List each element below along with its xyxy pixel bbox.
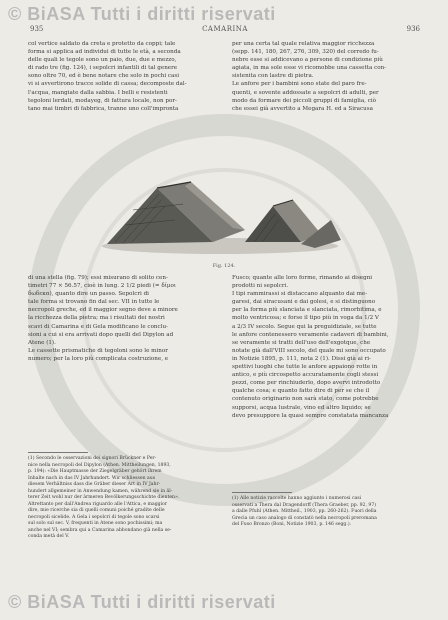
text-line: se veramente si tratti dell'uso dell'exgotque, che <box>232 339 371 346</box>
text-line: tano mai timbri di fabbrica, tranne uno coll'impronta <box>28 105 179 112</box>
text-line: sioni a cui si era arrivati dopo quelli del Dipylon ad <box>28 331 174 338</box>
footnote-line: anche nel VI; sembra qui a Camarina abbondano già nella se- <box>28 527 172 533</box>
text-line: le anfore contenessero veramente cadaveri di bambini, <box>232 331 389 338</box>
text-line: numero; per la loro più complicata costruzione, e <box>28 355 169 362</box>
footnote-line: Altrettanto per dall'Andrea riguardo alle l'Attica, e maggior <box>28 501 168 507</box>
text-line: Atene (1). <box>28 339 56 346</box>
right-footnote <box>232 496 419 529</box>
text-line: pezzi, come per rinchiuderlo, dopo avervi introdotto <box>232 380 381 387</box>
figure-caption: Fig. 124. <box>212 263 236 269</box>
footnote-line: nice nella necropoli del Dipylon (Athen. Mittheilungen, 1893, <box>28 462 171 468</box>
footnote-line: osservati a Thera dal Dragendorff (Thera Graeber, pp. 92, 97) <box>232 502 377 508</box>
text-line: che essei già avvertito a Megara H. ed a Siracusa <box>232 105 373 112</box>
text-line: per la forma più slanciata e slanciata, rimorbitima, e <box>232 307 382 314</box>
text-line: qualche cosa; e quanto fatto dire di per se che il <box>232 388 370 395</box>
running-title: CAMARINA <box>202 25 248 33</box>
text-line: tale forma si trovano fin dal sec. VII in tutte le <box>28 299 160 306</box>
text-line: delle quali le tegole sono un paio, due, due e mezzo, <box>28 57 177 64</box>
text-line: contenuto originario non sarà stato, come potrebbe <box>232 396 379 403</box>
text-line: modo da formare dei piccoli gruppi di famiglia, ciò <box>232 97 376 104</box>
text-line: necropoli greche, ed il maggior segno deve a minore <box>28 307 178 314</box>
text-line: in Notizie 1895, p. 111, nota 2 (1). Dissi già ai ri- <box>232 355 371 362</box>
footnote-line: conda metà del V. <box>28 534 70 539</box>
text-line: agiata, in ma sole esse vi ricomobbe una cassetta con- <box>232 65 387 72</box>
left-column-top <box>28 40 213 113</box>
tile-tomb-illustration <box>95 180 345 260</box>
text-line: spettivi luoghi che tutte le anfore appaiono rotte in <box>232 364 378 371</box>
footnote-line: necropoli sicelide. A Gela i sepolcri di tegole sono scarsi <box>28 514 160 520</box>
text-line: quenti, e sovente addossate a sepolcri di adulti, per <box>232 89 379 96</box>
text-line: δωδεκα), quanto dire un passo. Sepolcri di <box>28 291 149 298</box>
text-line: prodotti ni sepolcri. <box>232 283 289 290</box>
text-line: Le cassette prismatiche di tegoloni sono le minor <box>28 347 168 354</box>
footnote-line: (1) Secondo le osservazioni dei signori Brückner e Per- <box>28 456 157 461</box>
footnote-divider <box>28 452 88 453</box>
text-line: scavi di Camarina e di Gela modificano le conclu- <box>28 323 168 330</box>
text-line: sistenita con lastre di pietra. <box>232 73 314 80</box>
footnote-line: (1) Alle notizie raccolte hanno aggiunto i numerosi casi <box>232 496 362 501</box>
footnote-line: del Fuso Bronzo (Boni, Notizie 1903, p. 146 segg.). <box>232 522 352 527</box>
right-column-bottom <box>232 274 419 420</box>
text-line: la ricchezza della pietra; ma i risultati dei nostri <box>28 315 165 322</box>
text-line: vi si avvertirono tracce solide di cassa; decomposte dal- <box>28 81 187 88</box>
copyright-watermark-top: © BiASA Tutti i diritti riservati <box>8 4 276 24</box>
footnote-line: dire, mie ricerche sia di quelli comuni poiché gradite delle <box>28 508 165 513</box>
text-line: a 2/3 IV secolo. Segue qui la preguidiziale, se tutte <box>232 323 377 330</box>
footnote-line: Inhalte nach in das IV Jahrhundert. Wir schliessen aus <box>28 475 156 481</box>
right-column-top <box>232 40 419 113</box>
text-line: forma si applica ad individui di tutte le età, a seconda <box>28 49 181 56</box>
left-column-bottom <box>28 274 213 363</box>
text-line: di una stella (fig. 79); essi misurano di solito cen- <box>28 275 168 281</box>
text-line: nebre esse si addicevano a persone di condizione più <box>232 57 383 64</box>
running-header <box>30 25 420 37</box>
text-line: Fusco; quante alle loro forme, rimando ai disegni <box>232 275 373 281</box>
footnote-line: Grecia un caso analogo di constatò nella necropoli preromana <box>232 515 377 521</box>
footnote-line: diesem Verhältniss dass die Gräber dieser Art in IV Jahr- <box>28 482 161 487</box>
text-line: I tipi rammirassi si distaccano alquanto dai me- <box>232 291 368 298</box>
footnote-line: a dalle Pfuhl (Athen. Mittheil., 1903, pp. 260-262). Fuori della <box>232 509 377 514</box>
page-number-right: 936 <box>406 25 420 33</box>
text-line: devo presuppore la quasi sempre constatata mancanza <box>232 412 389 419</box>
footnote-line: sul solo sul sec. V, frequenti in Atene sono pochissimi; ma <box>28 521 163 526</box>
text-line: di rado tre (fig. 124), i sepolcri infantili di tal genere <box>28 65 178 72</box>
page-number-left: 935 <box>30 25 44 33</box>
footnote-line: terer Zeit wohl nur der ärmeren Bevölkerungsschichte dienten». <box>28 495 180 500</box>
footnote-line: hundert allgemeiner in Anwendung kamen, während sie in äl- <box>28 488 173 494</box>
text-line: timetri 77 × 56.57, cioè in lung. 2 1/2 piedi (= δίμοι <box>28 283 177 290</box>
text-line: Le anfore per i bambini sono state del paro fre- <box>232 81 367 88</box>
text-line: tegoloni lerdati, modayeg, di fattura locale, non por- <box>28 97 177 104</box>
footnote-divider <box>232 492 292 493</box>
text-line: col vertice saldato da creta e protetto da coppi; tale <box>28 41 176 47</box>
text-line: (sepp. 141, 180, 267, 276, 309, 320) del corredo fu- <box>232 49 379 56</box>
text-line: molto ventricosa; e forse il tipo più in voga da 1/2 V <box>232 315 379 322</box>
text-line: sono oltre 70, ed è bene notare che solo in pochi casi <box>28 73 180 80</box>
text-line: per una certa tal quale relativa maggior ricchezza <box>232 41 375 47</box>
footnote-line: p. 194): «Die Hauptmasse der Ziegelgräber gehört ihrem <box>28 469 162 474</box>
text-line: garesi, dai siracusani e dai golesi, e si distinguono <box>232 299 376 306</box>
text-line: supporsi, acqua lustrale, vino ed altro liquido; se <box>232 404 371 411</box>
left-footnote <box>28 456 213 541</box>
text-line: antico, e più circospetto accuratamente cogli stessi <box>232 372 379 379</box>
copyright-watermark-bottom: © BiASA Tutti i diritti riservati <box>8 592 276 612</box>
text-line: l'acqua, mangiate dalla sabbia. I belli e resistenti <box>28 89 168 96</box>
text-line: notate già dall'VIII secolo, del quale mi sono occupato <box>232 347 386 354</box>
